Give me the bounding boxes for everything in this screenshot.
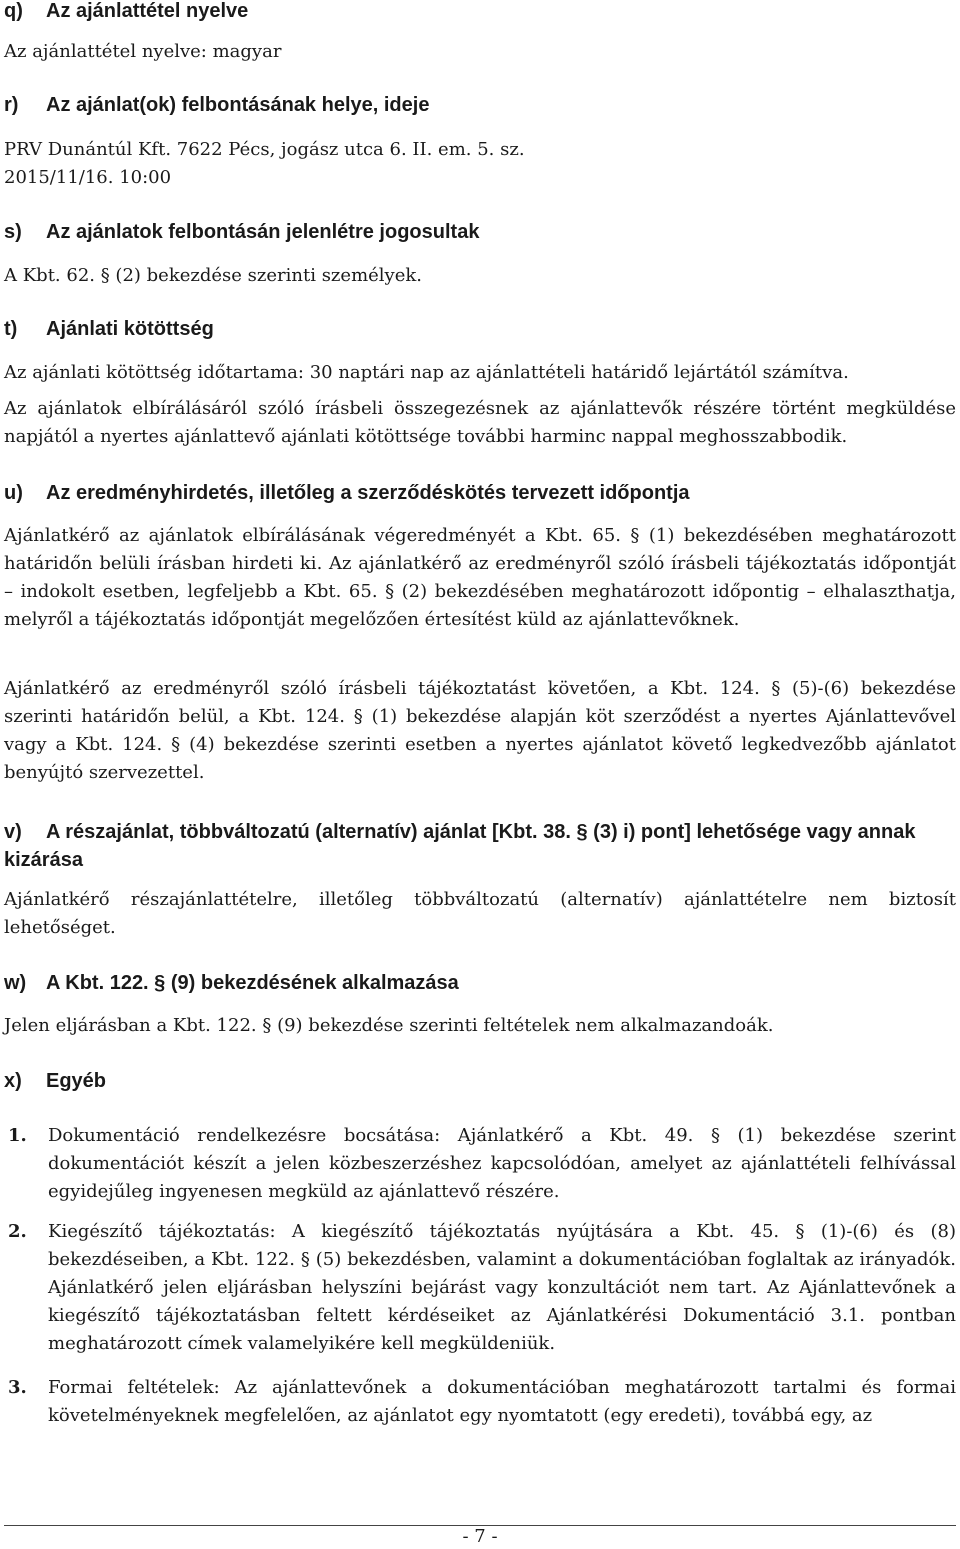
list-item-number: 3. bbox=[8, 1377, 27, 1398]
section-letter: x) bbox=[4, 1070, 22, 1092]
section-t-body-1: Az ajánlati kötöttség időtartama: 30 naptári nap az ajánlattételi határidő lejártától számítva. bbox=[4, 362, 849, 383]
section-s-heading bbox=[4, 221, 479, 244]
section-t-heading bbox=[4, 318, 214, 341]
section-t-body-2: Az ajánlatok elbírálásáról szóló írásbeli összegezésnek az ajánlattevők részére történt megküldése napjától a nyertes ajánlattevő ajánlati kötöttsége további harminc nappal meghosszabbodik. bbox=[4, 398, 956, 447]
section-q-body: Az ajánlattétel nyelve: magyar bbox=[4, 41, 282, 62]
list-item bbox=[4, 1374, 956, 1430]
list-item-text: Dokumentáció rendelkezésre bocsátása: Ajánlatkérő a Kbt. 49. § (1) bekezdése szerint dokumentációt készít a jelen közbeszerzéshez kapcsolódóan, amelyet az ajánlattételi felhívással egyidejűleg ingyenesen megküld az ajánlattevő részére. bbox=[48, 1125, 956, 1202]
section-r-heading bbox=[4, 94, 429, 117]
section-v-heading bbox=[4, 818, 956, 874]
section-u-body-1: Ajánlatkérő az ajánlatok elbírálásának végeredményét a Kbt. 65. § (1) bekezdésében meghatározott határidőn belüli írásban hirdeti ki. Az ajánlatkérő az eredményről szóló írásbeli tájékoztatás időpontját – indokolt esetben, legfeljebb a Kbt. 65. § (2) bekezdésében meghatározott időpontig – elhalaszthatja, melyről a tájékoztatás időpontját megelőzően értesítést küld az ajánlattevőknek. bbox=[4, 525, 956, 630]
list-item-number: 2. bbox=[8, 1221, 27, 1242]
section-title: Az ajánlat(ok) felbontásának helye, ideje bbox=[46, 94, 430, 116]
section-title: Egyéb bbox=[46, 1070, 107, 1092]
section-v-body: Ajánlatkérő részajánlattételre, illetőleg többváltozatú (alternatív) ajánlattételre nem biztosít lehetőséget. bbox=[4, 889, 956, 938]
page-number: - 7 - bbox=[462, 1526, 498, 1547]
list-item bbox=[4, 1122, 956, 1206]
section-letter: r) bbox=[4, 94, 19, 116]
section-title: Az eredményhirdetés, illetőleg a szerződéskötés tervezett időpontja bbox=[46, 482, 690, 504]
section-w-body: Jelen eljárásban a Kbt. 122. § (9) bekezdése szerinti feltételek nem alkalmazandoák. bbox=[4, 1015, 774, 1036]
section-u-body-2: Ajánlatkérő az eredményről szóló írásbeli tájékoztatást követően, a Kbt. 124. § (5)-(6) bekezdése szerinti határidőn belül, a Kbt. 124. § (1) bekezdése alapján köt szerződést a nyertes Ajánlattevővel vagy a Kbt. 124. § (4) bekezdése szerinti esetben a nyertes ajánlatot követő legkedvezőbb ajánlatot benyújtó szervezettel. bbox=[4, 678, 956, 783]
list-item bbox=[4, 1218, 956, 1358]
section-title: A Kbt. 122. § (9) bekezdésének alkalmazása bbox=[46, 972, 459, 994]
section-q-heading bbox=[4, 0, 248, 23]
section-letter: v) bbox=[4, 821, 22, 843]
list-item-text: Formai feltételek: Az ajánlattevőnek a dokumentációban meghatározott tartalmi és formai követelményeknek megfelelően, az ajánlatot egy nyomtatott (egy eredeti), továbbá egy, az bbox=[48, 1377, 956, 1426]
section-x-heading bbox=[4, 1070, 106, 1093]
list-item-number: 1. bbox=[8, 1125, 27, 1146]
section-r-body: PRV Dunántúl Kft. 7622 Pécs, jogász utca 6. II. em. 5. sz. 2015/11/16. 10:00 bbox=[4, 139, 525, 188]
section-letter: u) bbox=[4, 482, 23, 504]
section-w-heading bbox=[4, 972, 459, 995]
section-title: Az ajánlatok felbontásán jelenlétre jogosultak bbox=[46, 221, 480, 243]
section-letter: t) bbox=[4, 318, 18, 340]
section-title: A részajánlat, többváltozatú (alternatív) ajánlat [Kbt. 38. § (3) i) pont] lehetősége vagy annak kizárása bbox=[4, 821, 916, 871]
section-letter: s) bbox=[4, 221, 22, 243]
list-item-text: Kiegészítő tájékoztatás: A kiegészítő tájékoztatás nyújtására a Kbt. 45. § (1)-(6) és (8) bekezdéseiben, a Kbt. 122. § (5) bekezdésben, valamint a dokumentációban foglaltak az irányadók. Ajánlatkérő jelen eljárásban helyszíni bejárást vagy konzultációt nem tart. Az Ajánlattevőnek a kiegészítő tájékoztatásban feltett kérdéseiket az Ajánlatkérési Dokumentáció 3.1. pontban meghatározott címek valamelyikére kell megküldeniük. bbox=[48, 1221, 956, 1354]
section-title: Az ajánlattétel nyelve bbox=[46, 0, 249, 22]
section-letter: w) bbox=[4, 972, 27, 994]
section-title: Ajánlati kötöttség bbox=[46, 318, 214, 340]
section-letter: q) bbox=[4, 0, 23, 22]
section-u-heading bbox=[4, 482, 690, 505]
section-s-body: A Kbt. 62. § (2) bekezdése szerinti személyek. bbox=[4, 265, 422, 286]
